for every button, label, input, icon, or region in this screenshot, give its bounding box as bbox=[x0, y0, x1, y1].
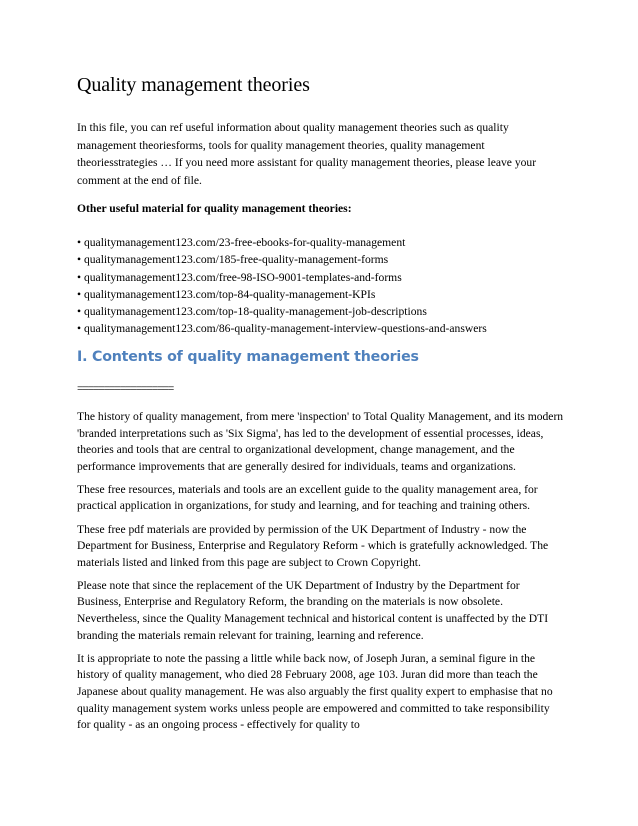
separator-line: ================== bbox=[77, 382, 174, 395]
body-paragraph: The history of quality management, from mere 'inspection' to Total Quality Management, and its modern 'branded interpretations such as 'Six Sigma', has led to the development of essential processes, ideas, theories and tools that are central to organizational development, change management, and the performance improvements that are generally desired for individuals, teams and organizations. bbox=[77, 410, 564, 473]
body-paragraph: Please note that since the replacement of the UK Department of Industry by the Department for Business, Enterprise and Regulatory Reform, the branding on the materials is now obsolete. Nevertheless, since the Quality Management technical and historical content is unaffected by the DTI branding the materials remain relevant for training, learning and reference. bbox=[77, 578, 549, 642]
resource-link-list bbox=[77, 234, 487, 338]
body-text bbox=[77, 409, 565, 740]
resource-link[interactable]: • qualitymanagement123.com/top-84-quality-management-KPIs bbox=[77, 287, 376, 301]
body-paragraph: These free pdf materials are provided by permission of the UK Department of Industry - now the Department for Business, Enterprise and Regulatory Reform - which is gratefully acknowledged. The materials listed and linked from this page are subject to Crown Copyright. bbox=[77, 522, 549, 569]
body-paragraph: It is appropriate to note the passing a little while back now, of Joseph Juran, a seminal figure in the history of quality management, who died 28 February 2008, age 103. Juran did more than teach the Japanese about quality management. He was also arguably the first quality expert to emphasise that no quality management system works unless people are empowered and committed to take responsibility for quality - as an ongoing process - effectively for quality to bbox=[77, 651, 553, 732]
page-title: Quality management theories bbox=[77, 74, 310, 96]
body-paragraph: These free resources, materials and tools are an excellent guide to the quality management area, for practical application in organizations, for study and learning, and for teaching and training others. bbox=[77, 482, 538, 513]
other-material-heading: Other useful material for quality management theories: bbox=[77, 202, 352, 215]
resource-link[interactable]: • qualitymanagement123.com/185-free-quality-management-forms bbox=[77, 253, 389, 267]
resource-link[interactable]: • qualitymanagement123.com/top-18-quality-management-job-descriptions bbox=[77, 305, 427, 319]
resource-link[interactable]: • qualitymanagement123.com/23-free-ebooks-for-quality-management bbox=[77, 236, 406, 249]
section-heading: I. Contents of quality management theories bbox=[77, 349, 419, 365]
intro-paragraph: In this file, you can ref useful information about quality management theories such as quality management theoriesforms, tools for quality management theories, quality management theoriesstrategies … If you need more assistant for quality management theories, please leave your comment at the end of file. bbox=[77, 121, 537, 187]
resource-link[interactable]: • qualitymanagement123.com/free-98-ISO-9001-templates-and-forms bbox=[77, 270, 402, 284]
resource-link[interactable]: • qualitymanagement123.com/86-quality-management-interview-questions-and-answers bbox=[77, 322, 487, 336]
